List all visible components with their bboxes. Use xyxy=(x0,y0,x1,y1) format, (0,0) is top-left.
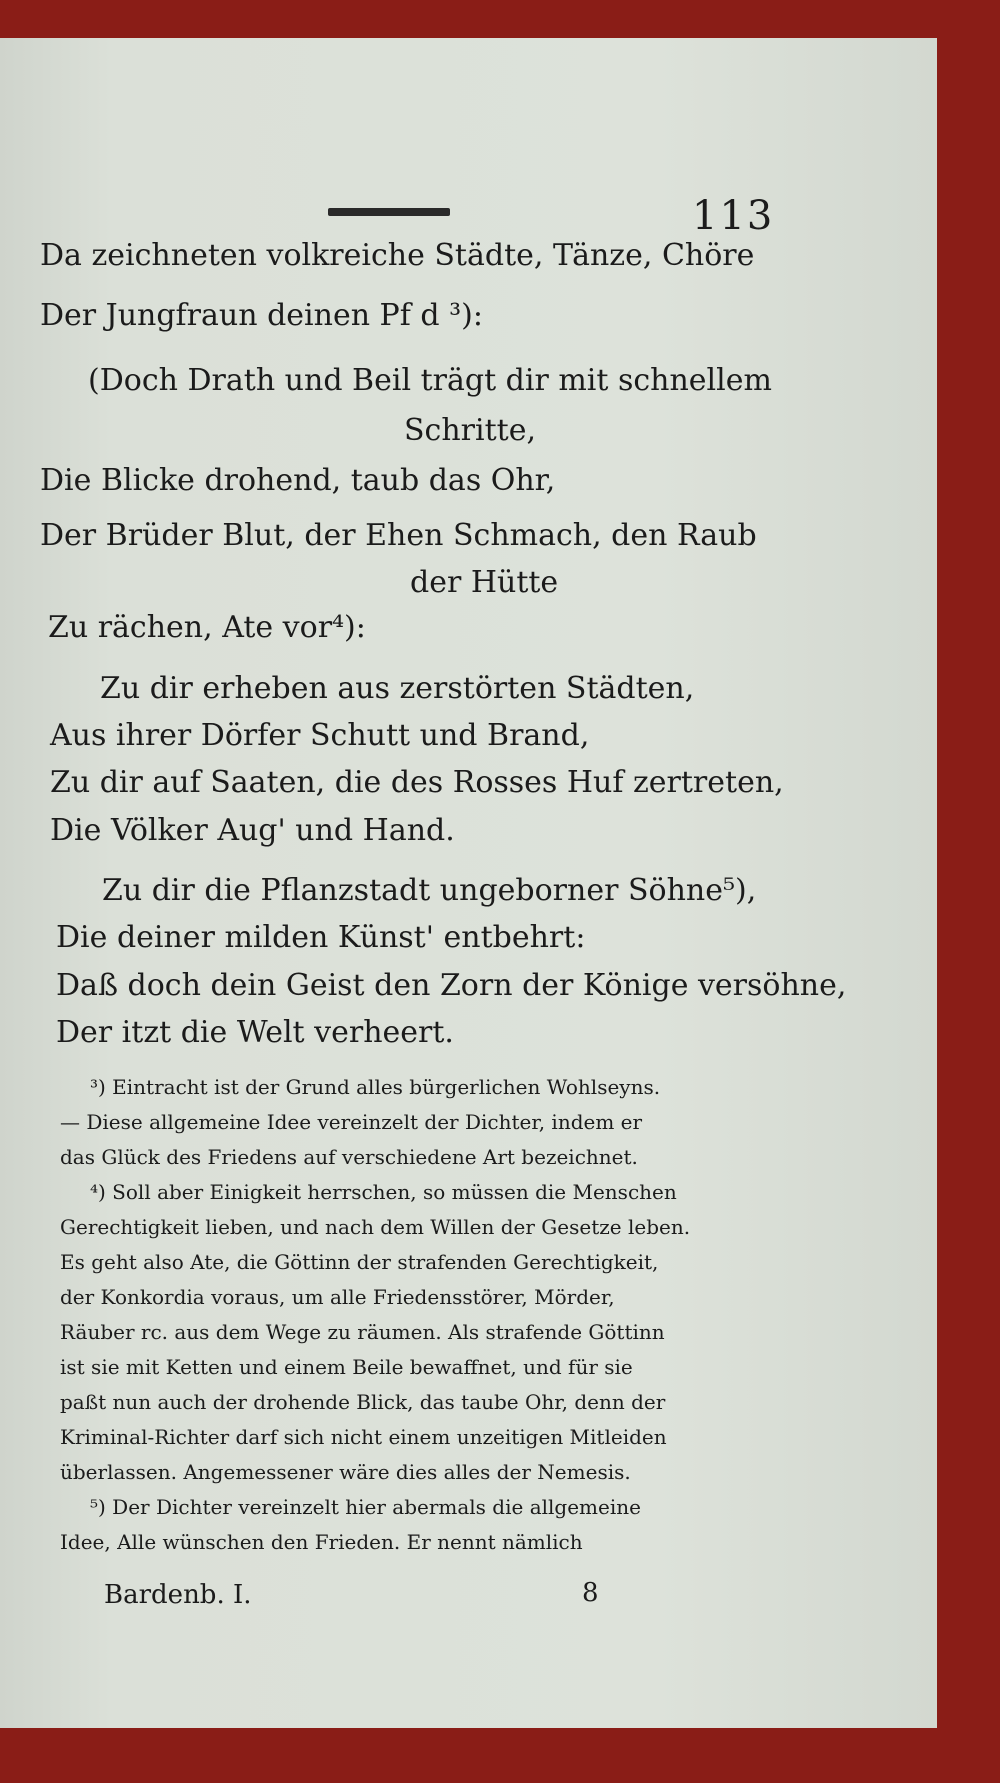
footnote-line: ³) Eintracht ist der Grund alles bürgerlichen Wohlseyns. xyxy=(90,1075,661,1099)
verse-line: Die Völker Aug' und Hand. xyxy=(50,813,455,848)
footnote-line: Es geht also Ate, die Göttinn der strafenden Gerechtigkeit, xyxy=(60,1250,659,1274)
header-rule xyxy=(328,208,450,216)
footnote-line: paßt nun auch der drohende Blick, das taube Ohr, denn der xyxy=(60,1390,666,1414)
verse-line: Aus ihrer Dörfer Schutt und Brand, xyxy=(50,718,590,753)
footnote-line: Idee, Alle wünschen den Frieden. Er nennt nämlich xyxy=(60,1530,583,1554)
verse-line: Die deiner milden Künst' entbehrt: xyxy=(56,920,586,955)
footnote-line: das Glück des Friedens auf verschiedene Art bezeichnet. xyxy=(60,1145,638,1169)
verse-line: der Hütte xyxy=(410,565,559,600)
sheet-mark: 8 xyxy=(582,1578,599,1608)
verse-line: Der Jungfraun deinen Pf d ³): xyxy=(40,298,483,333)
footnote-line: Kriminal-Richter darf sich nicht einem unzeitigen Mitleiden xyxy=(60,1425,667,1449)
verse-line: Da zeichneten volkreiche Städte, Tänze, Chöre xyxy=(40,238,755,273)
footnote-line: überlassen. Angemessener wäre dies alles der Nemesis. xyxy=(60,1460,631,1484)
footnote-line: der Konkordia voraus, um alle Friedensstörer, Mörder, xyxy=(60,1285,615,1309)
footnote-line: ⁵) Der Dichter vereinzelt hier abermals die allgemeine xyxy=(90,1495,641,1519)
verse-line: Die Blicke drohend, taub das Ohr, xyxy=(40,463,556,498)
verse-line: Zu dir auf Saaten, die des Rosses Huf zertreten, xyxy=(50,765,784,800)
book-page xyxy=(0,38,937,1728)
footnote-line: — Diese allgemeine Idee vereinzelt der Dichter, indem er xyxy=(60,1110,643,1134)
verse-line: Daß doch dein Geist den Zorn der Könige versöhne, xyxy=(56,968,847,1003)
verse-line: Der Brüder Blut, der Ehen Schmach, den Raub xyxy=(40,518,757,553)
footnote-line: Räuber rc. aus dem Wege zu räumen. Als strafende Göttinn xyxy=(60,1320,665,1344)
footnote-line: ⁴) Soll aber Einigkeit herrschen, so müssen die Menschen xyxy=(90,1180,677,1204)
verse-line: (Doch Drath und Beil trägt dir mit schnellem xyxy=(88,363,772,398)
verse-line: Zu dir die Pflanzstadt ungeborner Söhne⁵), xyxy=(102,873,757,908)
signature-mark: Bardenb. I. xyxy=(104,1580,252,1610)
footnote-line: ist sie mit Ketten und einem Beile bewaffnet, und für sie xyxy=(60,1355,633,1379)
footnote-line: Gerechtigkeit lieben, und nach dem Willen der Gesetze leben. xyxy=(60,1215,691,1239)
page-number: 113 xyxy=(692,193,775,239)
verse-line: Zu rächen, Ate vor⁴): xyxy=(48,610,366,645)
verse-line: Schritte, xyxy=(404,413,537,448)
verse-line: Der itzt die Welt verheert. xyxy=(56,1015,454,1050)
verse-line: Zu dir erheben aus zerstörten Städten, xyxy=(100,671,695,706)
